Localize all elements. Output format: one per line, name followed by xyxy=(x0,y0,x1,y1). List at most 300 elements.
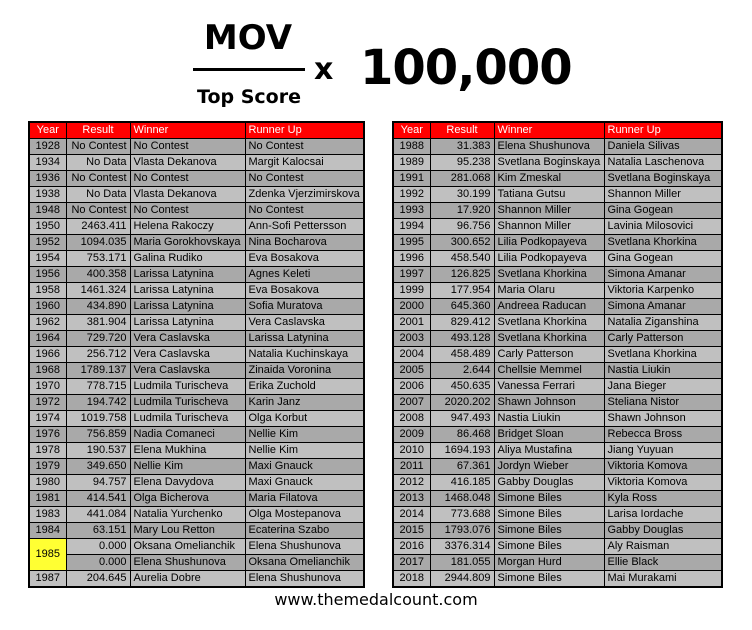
year-cell: 1958 xyxy=(29,283,66,299)
runner-up-cell: Jana Bieger xyxy=(604,379,722,395)
table-row xyxy=(29,507,364,523)
result-cell: No Contest xyxy=(66,139,130,155)
table-row xyxy=(393,283,722,299)
table-row xyxy=(29,427,364,443)
table-row xyxy=(29,363,364,379)
result-cell: 94.757 xyxy=(66,475,130,491)
runner-up-cell: Larisa Iordache xyxy=(604,507,722,523)
table-row xyxy=(393,155,722,171)
year-cell: 2007 xyxy=(393,395,430,411)
winner-cell: Mary Lou Retton xyxy=(130,523,245,539)
winner-cell: Gabby Douglas xyxy=(494,475,604,491)
runner-up-cell: Nina Bocharova xyxy=(245,235,364,251)
winner-cell: Larissa Latynina xyxy=(130,315,245,331)
result-cell: 458.540 xyxy=(430,251,494,267)
score-formula xyxy=(0,0,752,118)
runner-up-cell: Aly Raisman xyxy=(604,539,722,555)
table-row xyxy=(29,459,364,475)
runner-up-cell: Eva Bosakova xyxy=(245,251,364,267)
year-cell: 1984 xyxy=(29,523,66,539)
year-cell: 1979 xyxy=(29,459,66,475)
year-cell: 2012 xyxy=(393,475,430,491)
result-cell: 434.890 xyxy=(66,299,130,315)
year-cell: 1994 xyxy=(393,219,430,235)
year-cell: 1988 xyxy=(393,139,430,155)
year-cell: 1992 xyxy=(393,187,430,203)
table-row xyxy=(29,315,364,331)
year-cell: 1997 xyxy=(393,267,430,283)
header-result: Result xyxy=(430,122,494,139)
winner-cell: Lilia Podkopayeva xyxy=(494,251,604,267)
winner-cell: Nastia Liukin xyxy=(494,411,604,427)
header-runner-up: Runner Up xyxy=(604,122,722,139)
right-table-body xyxy=(393,139,722,588)
winner-cell: Larissa Latynina xyxy=(130,267,245,283)
runner-up-cell: Larissa Latynina xyxy=(245,331,364,347)
result-cell: 300.652 xyxy=(430,235,494,251)
runner-up-cell: No Contest xyxy=(245,171,364,187)
table-row xyxy=(29,443,364,459)
runner-up-cell: Margit Kalocsai xyxy=(245,155,364,171)
runner-up-cell: Ecaterina Szabo xyxy=(245,523,364,539)
year-cell: 1976 xyxy=(29,427,66,443)
runner-up-cell: Gina Gogean xyxy=(604,251,722,267)
winner-cell: Simone Biles xyxy=(494,571,604,588)
result-cell: 729.720 xyxy=(66,331,130,347)
winner-cell: Svetlana Khorkina xyxy=(494,331,604,347)
runner-up-cell: Erika Zuchold xyxy=(245,379,364,395)
result-cell: 349.650 xyxy=(66,459,130,475)
year-cell: 1960 xyxy=(29,299,66,315)
winner-cell: Vera Caslavska xyxy=(130,363,245,379)
table-row xyxy=(393,507,722,523)
winner-cell: Simone Biles xyxy=(494,523,604,539)
winner-cell: Carly Patterson xyxy=(494,347,604,363)
year-cell: 2000 xyxy=(393,299,430,315)
table-row xyxy=(393,379,722,395)
table-row xyxy=(393,411,722,427)
table-header-row xyxy=(393,122,722,139)
table-row xyxy=(29,203,364,219)
year-cell: 1956 xyxy=(29,267,66,283)
table-row xyxy=(29,283,364,299)
header-runner-up: Runner Up xyxy=(245,122,364,139)
table-row xyxy=(393,171,722,187)
result-cell: 190.537 xyxy=(66,443,130,459)
table-row xyxy=(29,139,364,155)
runner-up-cell: Lavinia Milosovici xyxy=(604,219,722,235)
winner-cell: Elena Mukhina xyxy=(130,443,245,459)
winner-cell: Natalia Yurchenko xyxy=(130,507,245,523)
winner-cell: Olga Bicherova xyxy=(130,491,245,507)
runner-up-cell: Shannon Miller xyxy=(604,187,722,203)
winner-cell: Elena Davydova xyxy=(130,475,245,491)
runner-up-cell: Mai Murakami xyxy=(604,571,722,588)
year-cell: 1968 xyxy=(29,363,66,379)
result-cell: 17.920 xyxy=(430,203,494,219)
winner-cell: Svetlana Khorkina xyxy=(494,315,604,331)
winner-cell: Ludmila Turischeva xyxy=(130,411,245,427)
runner-up-cell: Agnes Keleti xyxy=(245,267,364,283)
runner-up-cell: Maxi Gnauck xyxy=(245,475,364,491)
runner-up-cell: Svetlana Khorkina xyxy=(604,235,722,251)
table-row xyxy=(29,491,364,507)
result-cell: 1094.035 xyxy=(66,235,130,251)
table-row xyxy=(29,187,364,203)
year-cell: 1962 xyxy=(29,315,66,331)
runner-up-cell: Natalia Ziganshina xyxy=(604,315,722,331)
winner-cell: Aurelia Dobre xyxy=(130,571,245,588)
winner-cell: Ludmila Turischeva xyxy=(130,379,245,395)
result-cell: 86.468 xyxy=(430,427,494,443)
winner-cell: Shannon Miller xyxy=(494,219,604,235)
winner-cell: Kim Zmeskal xyxy=(494,171,604,187)
result-cell: No Contest xyxy=(66,203,130,219)
year-cell: 1948 xyxy=(29,203,66,219)
runner-up-cell: Svetlana Khorkina xyxy=(604,347,722,363)
runner-up-cell: Maxi Gnauck xyxy=(245,459,364,475)
winner-cell: Vera Caslavska xyxy=(130,331,245,347)
year-cell: 2009 xyxy=(393,427,430,443)
table-row xyxy=(393,555,722,571)
winner-cell: Galina Rudiko xyxy=(130,251,245,267)
table-row xyxy=(393,219,722,235)
table-row xyxy=(29,475,364,491)
winner-cell: Svetlana Khorkina xyxy=(494,267,604,283)
runner-up-cell: Shawn Johnson xyxy=(604,411,722,427)
winner-cell: Larissa Latynina xyxy=(130,299,245,315)
year-cell: 1938 xyxy=(29,187,66,203)
table-row xyxy=(393,315,722,331)
left-table-body xyxy=(29,139,364,588)
year-cell: 1972 xyxy=(29,395,66,411)
header-result: Result xyxy=(66,122,130,139)
result-cell: 181.055 xyxy=(430,555,494,571)
year-cell: 1950 xyxy=(29,219,66,235)
year-cell: 1985 xyxy=(29,539,66,571)
winner-cell: Oksana Omelianchik xyxy=(130,539,245,555)
runner-up-cell: Kyla Ross xyxy=(604,491,722,507)
year-cell: 2013 xyxy=(393,491,430,507)
year-cell: 1983 xyxy=(29,507,66,523)
table-row xyxy=(29,235,364,251)
winner-cell: Larissa Latynina xyxy=(130,283,245,299)
result-cell: 773.688 xyxy=(430,507,494,523)
table-row xyxy=(393,331,722,347)
table-row xyxy=(393,443,722,459)
year-cell: 2017 xyxy=(393,555,430,571)
formula-multiplier: 100,000 xyxy=(360,40,572,96)
winner-cell: Jordyn Wieber xyxy=(494,459,604,475)
result-cell: 2.644 xyxy=(430,363,494,379)
runner-up-cell: Gina Gogean xyxy=(604,203,722,219)
winner-cell: Ludmila Turischeva xyxy=(130,395,245,411)
winner-cell: Andreea Raducan xyxy=(494,299,604,315)
result-cell: 3376.314 xyxy=(430,539,494,555)
results-table-right xyxy=(392,121,723,588)
runner-up-cell: Ellie Black xyxy=(604,555,722,571)
header-year: Year xyxy=(29,122,66,139)
table-row xyxy=(393,475,722,491)
runner-up-cell: Natalia Kuchinskaya xyxy=(245,347,364,363)
runner-up-cell: Nellie Kim xyxy=(245,427,364,443)
winner-cell: Simone Biles xyxy=(494,539,604,555)
result-cell: 177.954 xyxy=(430,283,494,299)
table-row xyxy=(29,171,364,187)
runner-up-cell: Svetlana Boginskaya xyxy=(604,171,722,187)
result-cell: 414.541 xyxy=(66,491,130,507)
result-cell: 778.715 xyxy=(66,379,130,395)
year-cell: 2016 xyxy=(393,539,430,555)
runner-up-cell: Rebecca Bross xyxy=(604,427,722,443)
year-cell: 2001 xyxy=(393,315,430,331)
winner-cell: Vlasta Dekanova xyxy=(130,155,245,171)
winner-cell: Vanessa Ferrari xyxy=(494,379,604,395)
winner-cell: Bridget Sloan xyxy=(494,427,604,443)
result-cell: 753.171 xyxy=(66,251,130,267)
result-cell: 756.859 xyxy=(66,427,130,443)
table-row xyxy=(393,459,722,475)
year-cell: 2018 xyxy=(393,571,430,588)
table-row xyxy=(29,379,364,395)
winner-cell: Svetlana Boginskaya xyxy=(494,155,604,171)
runner-up-cell: Zinaida Voronina xyxy=(245,363,364,379)
formula-numerator: MOV xyxy=(203,18,293,58)
winner-cell: Simone Biles xyxy=(494,507,604,523)
table-row xyxy=(29,523,364,539)
header-year: Year xyxy=(393,122,430,139)
result-cell: 645.360 xyxy=(430,299,494,315)
year-cell: 2004 xyxy=(393,347,430,363)
result-cell: 381.904 xyxy=(66,315,130,331)
year-cell: 1964 xyxy=(29,331,66,347)
year-cell: 1993 xyxy=(393,203,430,219)
result-cell: No Data xyxy=(66,155,130,171)
result-cell: 1468.048 xyxy=(430,491,494,507)
winner-cell: No Contest xyxy=(130,139,245,155)
table-row xyxy=(393,491,722,507)
year-cell: 1980 xyxy=(29,475,66,491)
table-row xyxy=(393,267,722,283)
formula-denominator: Top Score xyxy=(197,86,301,108)
runner-up-cell: Nellie Kim xyxy=(245,443,364,459)
result-cell: 63.151 xyxy=(66,523,130,539)
table-row xyxy=(29,555,364,571)
table-row xyxy=(393,299,722,315)
result-cell: 1694.193 xyxy=(430,443,494,459)
runner-up-cell: Ann-Sofi Pettersson xyxy=(245,219,364,235)
year-cell: 2010 xyxy=(393,443,430,459)
runner-up-cell: Karin Janz xyxy=(245,395,364,411)
result-cell: No Contest xyxy=(66,171,130,187)
runner-up-cell: Oksana Omelianchik xyxy=(245,555,364,571)
year-cell: 1991 xyxy=(393,171,430,187)
year-cell: 1936 xyxy=(29,171,66,187)
winner-cell: No Contest xyxy=(130,171,245,187)
table-row xyxy=(393,363,722,379)
year-cell: 1974 xyxy=(29,411,66,427)
runner-up-cell: Simona Amanar xyxy=(604,267,722,283)
winner-cell: Nellie Kim xyxy=(130,459,245,475)
result-cell: 95.238 xyxy=(430,155,494,171)
result-cell: 400.358 xyxy=(66,267,130,283)
fraction-bar xyxy=(193,68,305,71)
runner-up-cell: Natalia Laschenova xyxy=(604,155,722,171)
result-cell: 96.756 xyxy=(430,219,494,235)
table-row xyxy=(393,235,722,251)
table-row xyxy=(29,251,364,267)
table-row xyxy=(393,187,722,203)
year-cell: 2014 xyxy=(393,507,430,523)
year-cell: 1987 xyxy=(29,571,66,588)
runner-up-cell: Nastia Liukin xyxy=(604,363,722,379)
year-cell: 2003 xyxy=(393,331,430,347)
runner-up-cell: No Contest xyxy=(245,139,364,155)
result-cell: 1793.076 xyxy=(430,523,494,539)
result-cell: 1461.324 xyxy=(66,283,130,299)
result-cell: 450.635 xyxy=(430,379,494,395)
winner-cell: Shannon Miller xyxy=(494,203,604,219)
result-cell: 256.712 xyxy=(66,347,130,363)
result-cell: 67.361 xyxy=(430,459,494,475)
runner-up-cell: Vera Caslavska xyxy=(245,315,364,331)
winner-cell: Shawn Johnson xyxy=(494,395,604,411)
winner-cell: Elena Shushunova xyxy=(494,139,604,155)
result-cell: 281.068 xyxy=(430,171,494,187)
year-cell: 2008 xyxy=(393,411,430,427)
year-cell: 1928 xyxy=(29,139,66,155)
runner-up-cell: Olga Mostepanova xyxy=(245,507,364,523)
winner-cell: Lilia Podkopayeva xyxy=(494,235,604,251)
winner-cell: Morgan Hurd xyxy=(494,555,604,571)
year-cell: 1996 xyxy=(393,251,430,267)
table-row xyxy=(29,411,364,427)
result-cell: 31.383 xyxy=(430,139,494,155)
winner-cell: Vlasta Dekanova xyxy=(130,187,245,203)
year-cell: 1989 xyxy=(393,155,430,171)
runner-up-cell: Viktoria Karpenko xyxy=(604,283,722,299)
result-cell: 0.000 xyxy=(66,539,130,555)
winner-cell: Vera Caslavska xyxy=(130,347,245,363)
runner-up-cell: Zdenka Vjerzimirskova xyxy=(245,187,364,203)
table-header-row xyxy=(29,122,364,139)
result-cell: 126.825 xyxy=(430,267,494,283)
runner-up-cell: Steliana Nistor xyxy=(604,395,722,411)
table-row xyxy=(29,347,364,363)
table-row xyxy=(393,347,722,363)
result-cell: 0.000 xyxy=(66,555,130,571)
table-row xyxy=(29,395,364,411)
source-url: www.themedalcount.com xyxy=(274,590,478,609)
winner-cell: Aliya Mustafina xyxy=(494,443,604,459)
runner-up-cell: Simona Amanar xyxy=(604,299,722,315)
result-cell: 2020.202 xyxy=(430,395,494,411)
year-cell: 2005 xyxy=(393,363,430,379)
year-cell: 1952 xyxy=(29,235,66,251)
year-cell: 1999 xyxy=(393,283,430,299)
runner-up-cell: Gabby Douglas xyxy=(604,523,722,539)
result-cell: 829.412 xyxy=(430,315,494,331)
table-row xyxy=(393,539,722,555)
result-cell: 204.645 xyxy=(66,571,130,588)
result-cell: 416.185 xyxy=(430,475,494,491)
winner-cell: Nadia Comaneci xyxy=(130,427,245,443)
table-row xyxy=(29,267,364,283)
result-cell: 1789.137 xyxy=(66,363,130,379)
result-cell: 458.489 xyxy=(430,347,494,363)
result-cell: 441.084 xyxy=(66,507,130,523)
winner-cell: Helena Rakoczy xyxy=(130,219,245,235)
runner-up-cell: Carly Patterson xyxy=(604,331,722,347)
header-winner: Winner xyxy=(130,122,245,139)
runner-up-cell: Viktoria Komova xyxy=(604,459,722,475)
year-cell: 1966 xyxy=(29,347,66,363)
runner-up-cell: Jiang Yuyuan xyxy=(604,443,722,459)
winner-cell: Simone Biles xyxy=(494,491,604,507)
result-cell: 2463.411 xyxy=(66,219,130,235)
table-row xyxy=(393,523,722,539)
result-cell: No Data xyxy=(66,187,130,203)
runner-up-cell: Elena Shushunova xyxy=(245,539,364,555)
table-row xyxy=(393,571,722,588)
year-cell: 1981 xyxy=(29,491,66,507)
formula-operator: x xyxy=(314,52,334,87)
table-row xyxy=(29,571,364,588)
winner-cell: Maria Olaru xyxy=(494,283,604,299)
runner-up-cell: Olga Korbut xyxy=(245,411,364,427)
winner-cell: No Contest xyxy=(130,203,245,219)
year-cell: 2015 xyxy=(393,523,430,539)
year-cell: 1995 xyxy=(393,235,430,251)
result-cell: 947.493 xyxy=(430,411,494,427)
runner-up-cell: Sofia Muratova xyxy=(245,299,364,315)
runner-up-cell: No Contest xyxy=(245,203,364,219)
winner-cell: Chellsie Memmel xyxy=(494,363,604,379)
table-row xyxy=(29,155,364,171)
table-row xyxy=(393,251,722,267)
runner-up-cell: Daniela Silivas xyxy=(604,139,722,155)
table-row xyxy=(393,395,722,411)
table-row xyxy=(29,299,364,315)
winner-cell: Tatiana Gutsu xyxy=(494,187,604,203)
header-winner: Winner xyxy=(494,122,604,139)
result-cell: 2944.809 xyxy=(430,571,494,588)
results-table-left xyxy=(28,121,365,588)
runner-up-cell: Elena Shushunova xyxy=(245,571,364,588)
result-cell: 194.742 xyxy=(66,395,130,411)
year-cell: 1954 xyxy=(29,251,66,267)
runner-up-cell: Maria Filatova xyxy=(245,491,364,507)
table-row xyxy=(393,203,722,219)
winner-cell: Elena Shushunova xyxy=(130,555,245,571)
runner-up-cell: Viktoria Komova xyxy=(604,475,722,491)
table-row xyxy=(29,539,364,555)
year-cell: 2006 xyxy=(393,379,430,395)
year-cell: 1934 xyxy=(29,155,66,171)
winner-cell: Maria Gorokhovskaya xyxy=(130,235,245,251)
runner-up-cell: Eva Bosakova xyxy=(245,283,364,299)
year-cell: 2011 xyxy=(393,459,430,475)
table-row xyxy=(393,139,722,155)
result-cell: 493.128 xyxy=(430,331,494,347)
year-cell: 1970 xyxy=(29,379,66,395)
result-cell: 1019.758 xyxy=(66,411,130,427)
table-row xyxy=(29,331,364,347)
table-row xyxy=(29,219,364,235)
table-row xyxy=(393,427,722,443)
year-cell: 1978 xyxy=(29,443,66,459)
result-cell: 30.199 xyxy=(430,187,494,203)
